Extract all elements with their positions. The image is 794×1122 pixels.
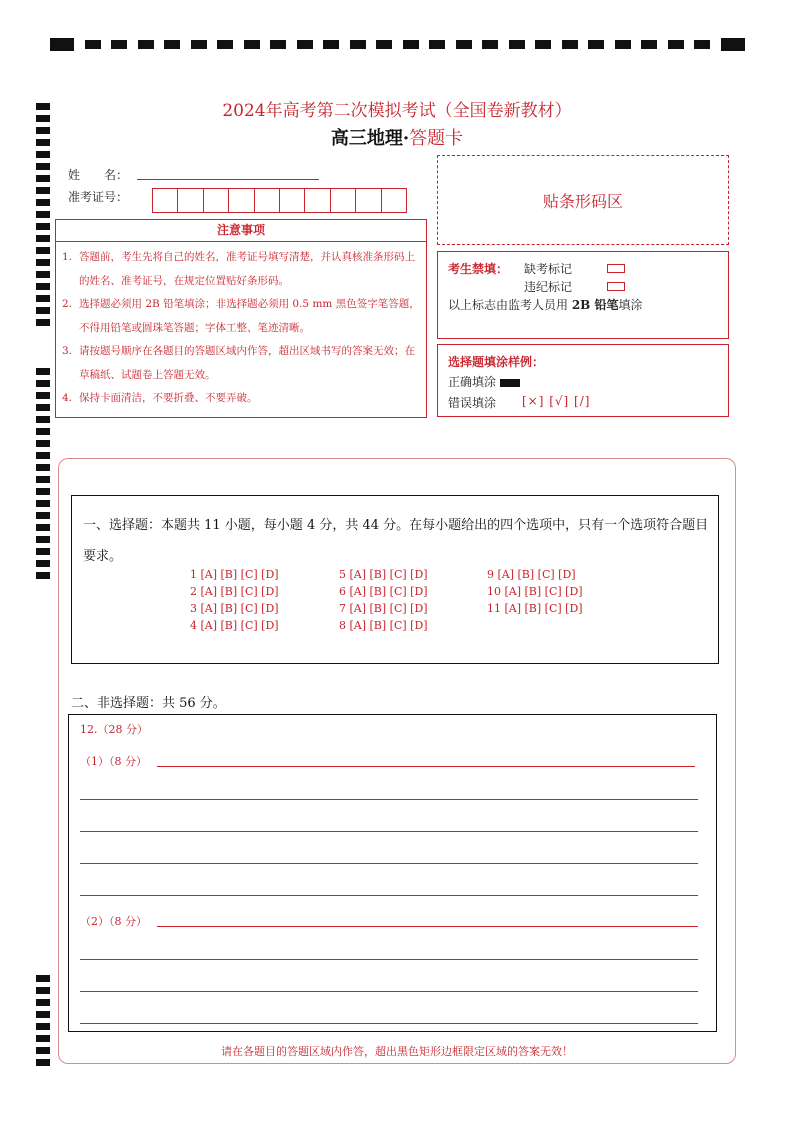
- choice-question-9[interactable]: 9 [A] [B] [C] [D]: [487, 568, 576, 581]
- name-field[interactable]: [137, 179, 319, 180]
- answer-line[interactable]: [80, 1023, 698, 1024]
- correct-fill-example: 正确填涂: [448, 373, 520, 390]
- choice-question-7[interactable]: 7 [A] [B] [C] [D]: [339, 602, 428, 615]
- choice-question-6[interactable]: 6 [A] [B] [C] [D]: [339, 585, 428, 598]
- answer-line[interactable]: [80, 831, 698, 832]
- id-digit-box[interactable]: [177, 188, 203, 213]
- choice-question-3[interactable]: 3 [A] [B] [C] [D]: [190, 602, 279, 615]
- note-item: 2. 选择题必须用 2B 铅笔填涂；非选择题必须用 0.5 mm 黑色签字笔答题，不得用铅笔或圆珠笔答题；字体工整、笔迹清晰。: [62, 298, 420, 334]
- id-digit-box[interactable]: [355, 188, 381, 213]
- choice-question-10[interactable]: 10 [A] [B] [C] [D]: [487, 585, 583, 598]
- open-question-box[interactable]: [68, 714, 717, 1032]
- note-item: 3. 请按题号顺序在各题目的答题区域内作答，超出区域书写的答案无效；在草稿纸、试题卷上答题无效。: [62, 345, 415, 381]
- proctor-only-box: [437, 251, 729, 339]
- proctor-only-title: 考生禁填：: [448, 262, 509, 276]
- answer-line[interactable]: [157, 926, 698, 927]
- wrong-fill-label: 错误填涂: [448, 396, 497, 410]
- note-item: 4. 保持卡面清洁，不要折叠、不要弄破。: [62, 392, 258, 404]
- section2-title: 二、非选择题：共 56 分。: [71, 696, 226, 711]
- exam-title: 2024年高考第二次模拟考试（全国卷新教材）: [222, 101, 572, 121]
- id-digit-box[interactable]: [228, 188, 254, 213]
- exam-id-label: 准考证号：: [68, 190, 129, 204]
- left-timing-marks-middle: [36, 368, 50, 579]
- wrong-fill-examples: [×] [√] [/]: [522, 394, 591, 408]
- subject-label: 高三地理: [330, 128, 403, 149]
- barcode-label: 贴条形码区: [542, 191, 623, 211]
- id-digit-box[interactable]: [254, 188, 280, 213]
- choice-question-2[interactable]: 2 [A] [B] [C] [D]: [190, 585, 279, 598]
- notes-box: [55, 219, 427, 418]
- choice-question-1[interactable]: 1 [A] [B] [C] [D]: [190, 568, 279, 581]
- id-digit-box[interactable]: [203, 188, 229, 213]
- name-label: 姓 名：: [68, 168, 129, 182]
- timing-mark: [721, 38, 745, 51]
- id-digit-box[interactable]: [330, 188, 356, 213]
- id-digit-box[interactable]: [152, 188, 178, 213]
- timing-mark: [50, 38, 74, 51]
- choice-question-5[interactable]: 5 [A] [B] [C] [D]: [339, 568, 428, 581]
- section1-instructions: 一、选择题：本题共 11 小题，每小题 4 分，共 44 分。在每小题给出的四个选项中，只有一个选项符合题目要求。: [83, 518, 709, 564]
- answer-line[interactable]: [80, 799, 698, 800]
- question-12-label: 12.（28 分）: [80, 723, 148, 736]
- id-digit-box[interactable]: [304, 188, 330, 213]
- answer-line[interactable]: [80, 991, 698, 992]
- part-1-label: （1）（8 分）: [80, 755, 147, 768]
- card-subtitle: 高三地理·答题卡: [330, 128, 464, 149]
- top-timing-marks: [50, 38, 745, 51]
- fill-sample-box: [437, 344, 729, 417]
- absent-mark-box[interactable]: [607, 264, 625, 273]
- proctor-note: 以上标志由监考人员用 2B 铅笔填涂: [448, 298, 643, 312]
- part-2-label: （2）（8 分）: [80, 915, 147, 928]
- answer-line[interactable]: [80, 863, 698, 864]
- barcode-area: [437, 155, 729, 245]
- note-item: 1. 答题前，考生先将自己的姓名，准考证号填写清楚，并认真核准条形码上的姓名、准考证号，在规定位置贴好条形码。: [62, 251, 415, 287]
- choice-question-4[interactable]: 4 [A] [B] [C] [D]: [190, 619, 279, 632]
- notes-title: 注意事项: [56, 220, 426, 242]
- answer-line[interactable]: [80, 895, 698, 896]
- footer-warning: 请在各题目的答题区域内作答，超出黑色矩形边框限定区域的答案无效！: [221, 1045, 573, 1058]
- exam-id-boxes[interactable]: [152, 188, 406, 213]
- absent-mark-label: 缺考标记: [524, 262, 573, 276]
- fill-sample-title: 选择题填涂样例：: [448, 355, 545, 369]
- choice-question-11[interactable]: 11 [A] [B] [C] [D]: [487, 602, 583, 615]
- violation-mark-label: 违纪标记: [524, 280, 573, 294]
- answer-card-label: 答题卡: [409, 128, 464, 149]
- id-digit-box[interactable]: [279, 188, 305, 213]
- choice-question-8[interactable]: 8 [A] [B] [C] [D]: [339, 619, 428, 632]
- filled-mark: [500, 379, 520, 387]
- id-digit-box[interactable]: [381, 188, 407, 213]
- violation-mark-box[interactable]: [607, 282, 625, 291]
- answer-line[interactable]: [157, 766, 695, 767]
- answer-line[interactable]: [80, 959, 698, 960]
